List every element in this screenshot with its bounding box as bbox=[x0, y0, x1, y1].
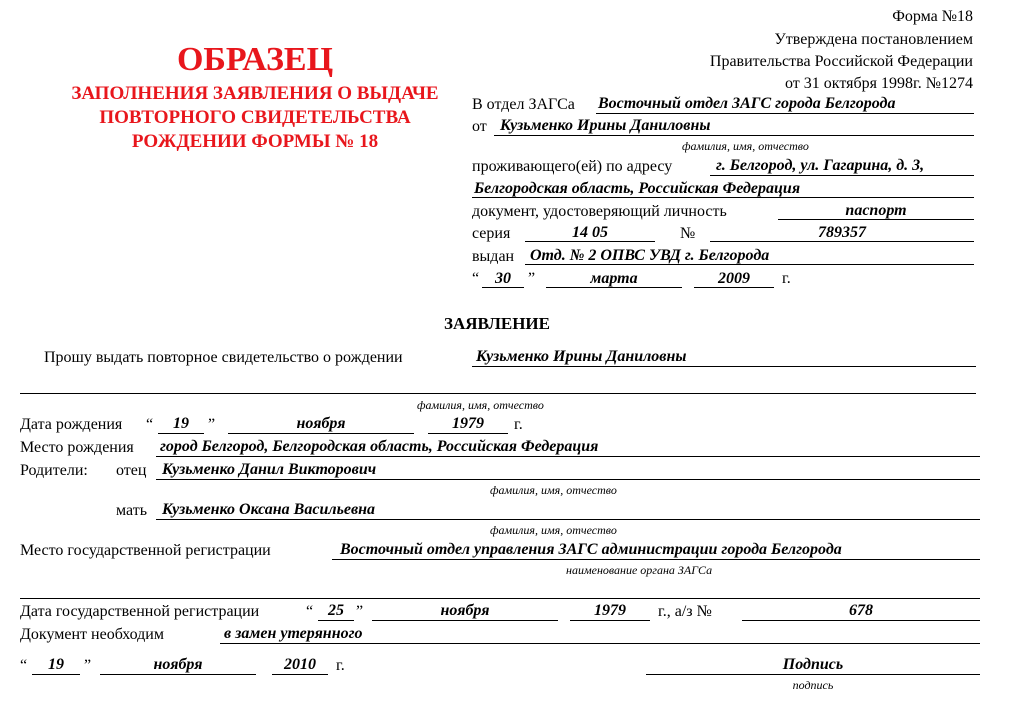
issue-day[interactable]: 30 bbox=[495, 270, 511, 287]
father-value[interactable]: Кузьменко Данил Викторович bbox=[162, 461, 377, 478]
from-label: от bbox=[472, 118, 487, 135]
birth-place-value[interactable]: город Белгород, Белгородская область, Российская Федерация bbox=[160, 438, 599, 455]
issued-label: выдан bbox=[472, 248, 515, 265]
sign-day[interactable]: 19 bbox=[48, 656, 64, 673]
birth-year[interactable]: 1979 bbox=[452, 415, 484, 432]
issued-value[interactable]: Отд. № 2 ОПВС УВД г. Белгорода bbox=[530, 247, 770, 264]
birth-date-label: Дата рождения bbox=[20, 416, 123, 433]
needed-label: Документ необходим bbox=[20, 626, 164, 643]
address-label: проживающего(ей) по адресу bbox=[472, 158, 673, 175]
sign-year[interactable]: 2010 bbox=[284, 656, 316, 673]
sign-month[interactable]: ноября bbox=[153, 656, 203, 673]
statement-title: ЗАЯВЛЕНИЕ bbox=[443, 314, 550, 333]
sign-year-suffix: г. bbox=[336, 657, 345, 674]
father-fio-hint: фамилия, имя, отчество bbox=[490, 483, 617, 497]
mother-value[interactable]: Кузьменко Оксана Васильевна bbox=[162, 501, 376, 518]
birth-quote-open: “ bbox=[146, 416, 154, 433]
number-value[interactable]: 789357 bbox=[818, 224, 866, 241]
record-label: г., а/з № bbox=[658, 603, 712, 620]
record-value[interactable]: 678 bbox=[849, 602, 873, 619]
approved-line-3: от 31 октября 1998г. №1274 bbox=[784, 75, 973, 92]
reg-quote-close: ” bbox=[356, 603, 364, 620]
parents-label: Родители: bbox=[20, 462, 88, 479]
birth-place-label: Место рождения bbox=[20, 439, 134, 456]
request-fio-hint: фамилия, имя, отчество bbox=[417, 398, 544, 412]
signature-hint: подпись bbox=[792, 678, 834, 692]
father-label: отец bbox=[116, 462, 147, 479]
request-value[interactable]: Кузьменко Ирины Даниловны bbox=[476, 348, 687, 365]
birth-day[interactable]: 19 bbox=[173, 415, 189, 432]
needed-value[interactable]: в замен утерянного bbox=[224, 625, 363, 642]
from-value[interactable]: Кузьменко Ирины Даниловны bbox=[500, 117, 711, 134]
reg-quote-open: “ bbox=[306, 603, 314, 620]
zags-label: В отдел ЗАГСа bbox=[472, 96, 575, 113]
approved-line-1: Утверждена постановлением bbox=[774, 31, 973, 48]
request-label: Прошу выдать повторное свидетельство о рождении bbox=[44, 349, 403, 366]
reg-place-label: Место государственной регистрации bbox=[20, 542, 271, 559]
issue-quote-close: ” bbox=[528, 270, 536, 287]
form-number: Форма №18 bbox=[892, 8, 973, 25]
reg-place-value[interactable]: Восточный отдел управления ЗАГС администрации города Белгорода bbox=[340, 541, 842, 558]
reg-place-hint: наименование органа ЗАГСа bbox=[566, 563, 713, 577]
sample-subtitle: ЗАПОЛНЕНИЯ ЗАЯВЛЕНИЯ О ВЫДАЧЕ ПОВТОРНОГО СВИДЕТЕЛЬСТВА РОЖДЕНИИ ФОРМЫ № 18 bbox=[71, 83, 439, 152]
mother-fio-hint: фамилия, имя, отчество bbox=[490, 523, 617, 537]
from-fio-hint: фамилия, имя, отчество bbox=[682, 139, 809, 153]
issue-year[interactable]: 2009 bbox=[718, 270, 750, 287]
birth-month[interactable]: ноября bbox=[296, 415, 346, 432]
series-label: серия bbox=[472, 225, 511, 242]
issue-month[interactable]: марта bbox=[590, 270, 638, 287]
sample-title: ОБРАЗЕЦ bbox=[176, 41, 334, 78]
doc-label: документ, удостоверяющий личность bbox=[472, 203, 727, 220]
reg-year[interactable]: 1979 bbox=[594, 602, 626, 619]
reg-date-label: Дата государственной регистрации bbox=[20, 603, 260, 620]
reg-month[interactable]: ноября bbox=[440, 602, 490, 619]
zags-value[interactable]: Восточный отдел ЗАГС города Белгорода bbox=[598, 95, 896, 112]
birth-quote-close: ” bbox=[208, 416, 216, 433]
mother-label: мать bbox=[116, 502, 147, 519]
number-label: № bbox=[680, 225, 696, 242]
address-value-2[interactable]: Белгородская область, Российская Федерация bbox=[474, 180, 801, 197]
issue-year-suffix: г. bbox=[782, 270, 791, 287]
sign-quote-close: ” bbox=[84, 657, 92, 674]
doc-value[interactable]: паспорт bbox=[845, 202, 907, 219]
reg-day[interactable]: 25 bbox=[328, 602, 344, 619]
issue-quote-open: “ bbox=[472, 270, 480, 287]
birth-year-suffix: г. bbox=[514, 416, 523, 433]
address-value-1[interactable]: г. Белгород, ул. Гагарина, д. 3, bbox=[716, 157, 925, 174]
series-value[interactable]: 14 05 bbox=[572, 224, 608, 241]
sign-quote-open: “ bbox=[20, 657, 28, 674]
signature-value[interactable]: Подпись bbox=[782, 656, 844, 673]
approved-line-2: Правительства Российской Федерации bbox=[709, 53, 973, 70]
